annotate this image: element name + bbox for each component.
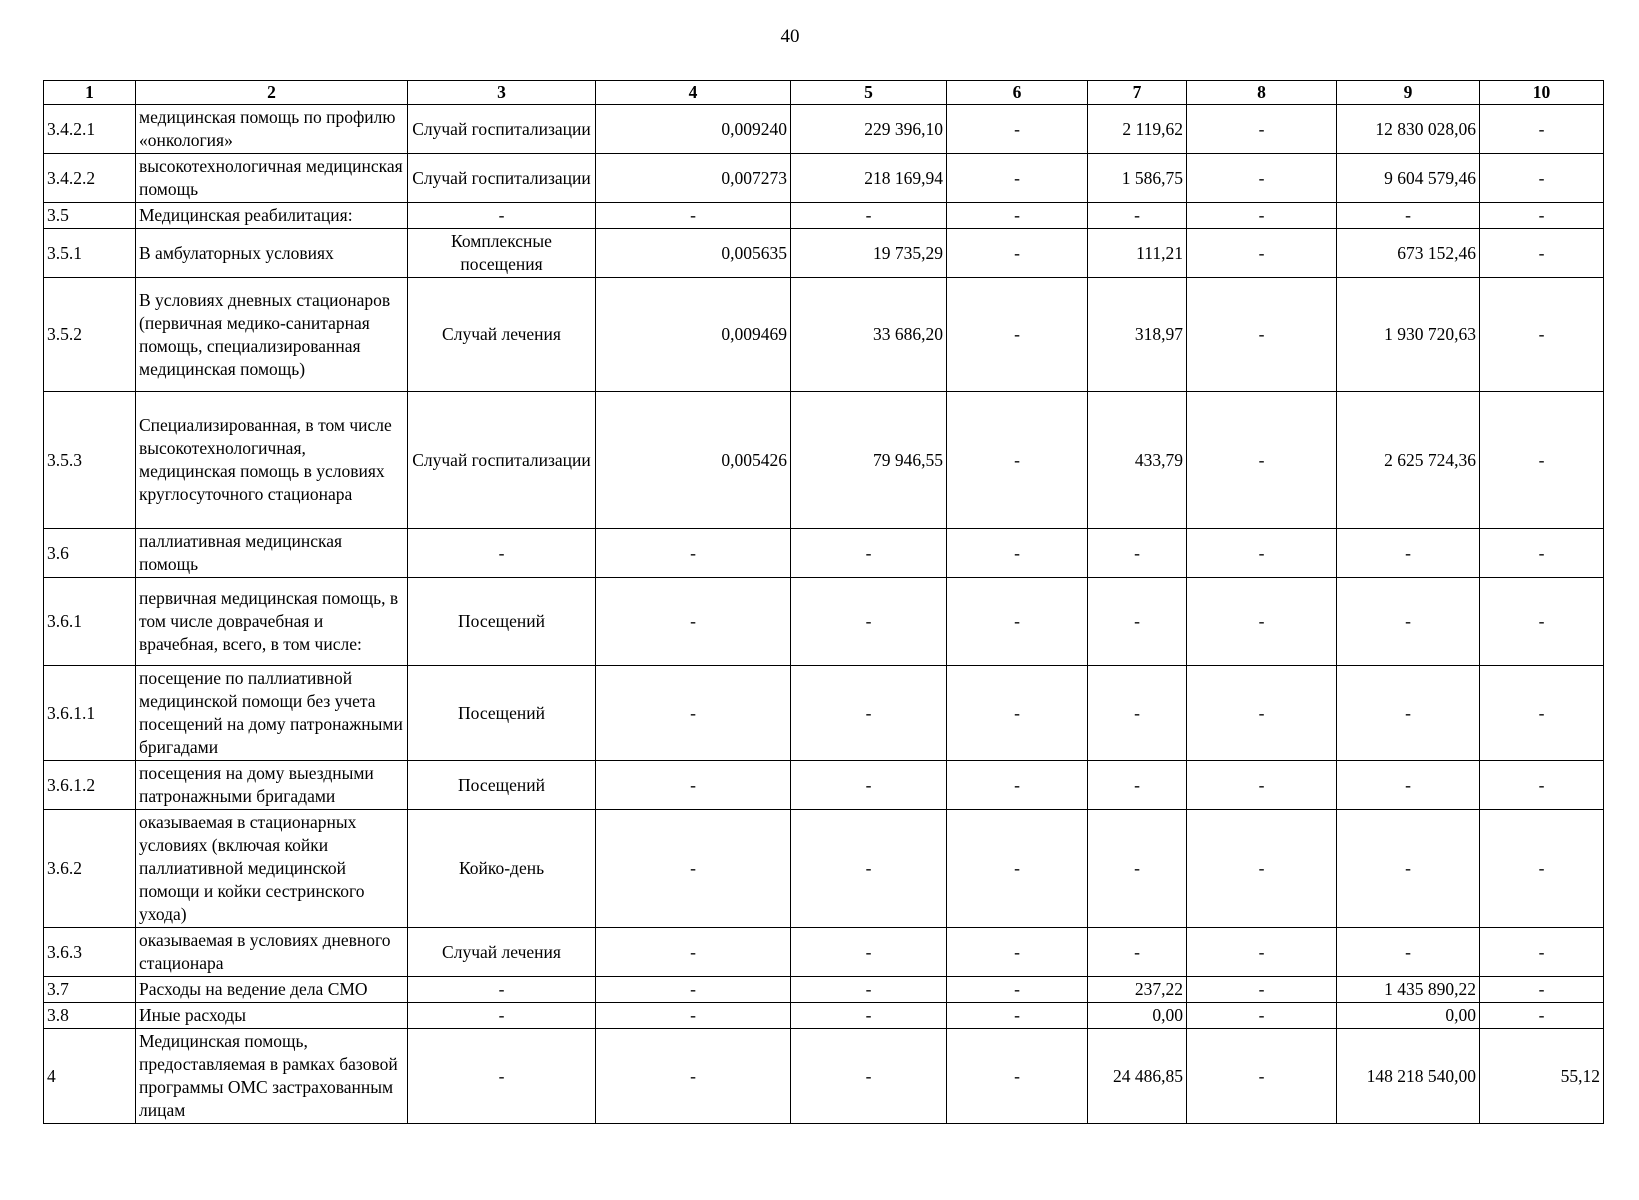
cell-col-6: -: [947, 105, 1088, 154]
cell-col-8: -: [1187, 977, 1337, 1003]
row-code: 3.5.2: [44, 278, 136, 392]
cell-col-7: 433,79: [1088, 392, 1187, 529]
col-header-1: 1: [44, 81, 136, 105]
table-row: [44, 1029, 1604, 1124]
row-code: 3.6.1: [44, 578, 136, 666]
row-name: высокотехнологичная медицинская помощь: [136, 154, 408, 203]
cell-col-8: -: [1187, 666, 1337, 761]
cell-col-6: -: [947, 810, 1088, 928]
cell-col-9: 12 830 028,06: [1337, 105, 1480, 154]
col-header-10: 10: [1480, 81, 1604, 105]
cell-col-4: -: [596, 666, 791, 761]
cell-col-6: -: [947, 154, 1088, 203]
row-name: первичная медицинская помощь, в том числе доврачебная и врачебная, всего, в том числе:: [136, 578, 408, 666]
cell-col-5: -: [791, 1029, 947, 1124]
cell-col-4: -: [596, 578, 791, 666]
cell-col-7: 237,22: [1088, 977, 1187, 1003]
cell-col-9: 1 435 890,22: [1337, 977, 1480, 1003]
cell-col-10: -: [1480, 529, 1604, 578]
table-row: [44, 229, 1604, 278]
row-unit: -: [408, 1029, 596, 1124]
table-body: [44, 105, 1604, 1124]
row-code: 4: [44, 1029, 136, 1124]
col-header-3: 3: [408, 81, 596, 105]
cell-col-10: -: [1480, 203, 1604, 229]
cell-col-4: 0,005635: [596, 229, 791, 278]
table-row: [44, 928, 1604, 977]
row-unit: Случай госпитализации: [408, 154, 596, 203]
table-row: [44, 666, 1604, 761]
cell-col-5: 218 169,94: [791, 154, 947, 203]
cell-col-7: 111,21: [1088, 229, 1187, 278]
cell-col-10: -: [1480, 278, 1604, 392]
cell-col-5: -: [791, 928, 947, 977]
data-table: [43, 80, 1604, 1124]
cell-col-7: -: [1088, 761, 1187, 810]
col-header-9: 9: [1337, 81, 1480, 105]
cell-col-5: 33 686,20: [791, 278, 947, 392]
row-code: 3.5.1: [44, 229, 136, 278]
cell-col-9: -: [1337, 666, 1480, 761]
cell-col-8: -: [1187, 278, 1337, 392]
cell-col-7: -: [1088, 529, 1187, 578]
cell-col-10: -: [1480, 229, 1604, 278]
row-unit: -: [408, 977, 596, 1003]
cell-col-5: -: [791, 977, 947, 1003]
cell-col-4: -: [596, 928, 791, 977]
cell-col-5: -: [791, 1003, 947, 1029]
cell-col-5: 229 396,10: [791, 105, 947, 154]
page-number: 40: [780, 26, 800, 47]
cell-col-10: -: [1480, 977, 1604, 1003]
col-header-5: 5: [791, 81, 947, 105]
row-name: оказываемая в условиях дневного стационара: [136, 928, 408, 977]
cell-col-5: 19 735,29: [791, 229, 947, 278]
cell-col-7: 0,00: [1088, 1003, 1187, 1029]
cell-col-8: -: [1187, 392, 1337, 529]
cell-col-6: -: [947, 392, 1088, 529]
row-unit: Посещений: [408, 666, 596, 761]
row-unit: Комплексные посещения: [408, 229, 596, 278]
table-row: [44, 392, 1604, 529]
cell-col-8: -: [1187, 529, 1337, 578]
cell-col-5: -: [791, 578, 947, 666]
row-unit: Случай лечения: [408, 928, 596, 977]
cell-col-4: 0,009240: [596, 105, 791, 154]
row-code: 3.6.3: [44, 928, 136, 977]
row-unit: -: [408, 529, 596, 578]
row-code: 3.5: [44, 203, 136, 229]
cell-col-10: -: [1480, 392, 1604, 529]
cell-col-6: -: [947, 977, 1088, 1003]
row-unit: -: [408, 203, 596, 229]
cell-col-4: -: [596, 203, 791, 229]
cell-col-7: -: [1088, 578, 1187, 666]
cell-col-7: -: [1088, 810, 1187, 928]
cell-col-9: 2 625 724,36: [1337, 392, 1480, 529]
cell-col-6: -: [947, 928, 1088, 977]
cell-col-6: -: [947, 1029, 1088, 1124]
row-name: оказываемая в стационарных условиях (включая койки паллиативной медицинской помощи и койки сестринского ухода): [136, 810, 408, 928]
cell-col-5: -: [791, 666, 947, 761]
cell-col-9: -: [1337, 529, 1480, 578]
row-code: 3.4.2.2: [44, 154, 136, 203]
cell-col-6: -: [947, 578, 1088, 666]
row-code: 3.6.1.1: [44, 666, 136, 761]
cell-col-7: 24 486,85: [1088, 1029, 1187, 1124]
row-code: 3.8: [44, 1003, 136, 1029]
cell-col-5: -: [791, 529, 947, 578]
cell-col-4: 0,005426: [596, 392, 791, 529]
row-name: паллиативная медицинская помощь: [136, 529, 408, 578]
row-code: 3.6.1.2: [44, 761, 136, 810]
col-header-8: 8: [1187, 81, 1337, 105]
row-unit: Случай госпитализации: [408, 105, 596, 154]
row-code: 3.4.2.1: [44, 105, 136, 154]
row-code: 3.6.2: [44, 810, 136, 928]
cell-col-9: 0,00: [1337, 1003, 1480, 1029]
col-header-7: 7: [1088, 81, 1187, 105]
table-header-row: [44, 81, 1604, 105]
row-name: В амбулаторных условиях: [136, 229, 408, 278]
row-name: Медицинская реабилитация:: [136, 203, 408, 229]
cell-col-7: -: [1088, 203, 1187, 229]
col-header-6: 6: [947, 81, 1088, 105]
cell-col-8: -: [1187, 578, 1337, 666]
cell-col-8: -: [1187, 154, 1337, 203]
cell-col-9: -: [1337, 203, 1480, 229]
cell-col-10: -: [1480, 1003, 1604, 1029]
table-row: [44, 278, 1604, 392]
cell-col-8: -: [1187, 1003, 1337, 1029]
cell-col-9: 148 218 540,00: [1337, 1029, 1480, 1124]
cell-col-7: -: [1088, 666, 1187, 761]
cell-col-9: -: [1337, 810, 1480, 928]
cell-col-9: 9 604 579,46: [1337, 154, 1480, 203]
cell-col-5: -: [791, 761, 947, 810]
cell-col-6: -: [947, 203, 1088, 229]
cell-col-6: -: [947, 229, 1088, 278]
cell-col-9: 1 930 720,63: [1337, 278, 1480, 392]
cell-col-9: -: [1337, 761, 1480, 810]
cell-col-9: -: [1337, 578, 1480, 666]
row-code: 3.7: [44, 977, 136, 1003]
cell-col-10: -: [1480, 154, 1604, 203]
cell-col-5: -: [791, 810, 947, 928]
cell-col-4: -: [596, 761, 791, 810]
cell-col-4: 0,007273: [596, 154, 791, 203]
cell-col-4: -: [596, 810, 791, 928]
cell-col-8: -: [1187, 810, 1337, 928]
cell-col-7: 2 119,62: [1088, 105, 1187, 154]
cell-col-8: -: [1187, 229, 1337, 278]
cell-col-4: 0,009469: [596, 278, 791, 392]
col-header-2: 2: [136, 81, 408, 105]
cell-col-10: -: [1480, 810, 1604, 928]
row-name: Медицинская помощь, предоставляемая в рамках базовой программы ОМС застрахованным лицам: [136, 1029, 408, 1124]
cell-col-10: -: [1480, 928, 1604, 977]
table-row: [44, 578, 1604, 666]
cell-col-4: -: [596, 977, 791, 1003]
row-name: посещение по паллиативной медицинской помощи без учета посещений на дому патронажными бригадами: [136, 666, 408, 761]
row-unit: Посещений: [408, 578, 596, 666]
cell-col-8: -: [1187, 761, 1337, 810]
row-name: медицинская помощь по профилю «онкология»: [136, 105, 408, 154]
row-name: Расходы на ведение дела СМО: [136, 977, 408, 1003]
cell-col-5: 79 946,55: [791, 392, 947, 529]
table-row: [44, 529, 1604, 578]
cell-col-10: -: [1480, 105, 1604, 154]
row-unit: -: [408, 1003, 596, 1029]
row-unit: Койко-день: [408, 810, 596, 928]
cell-col-6: -: [947, 1003, 1088, 1029]
cell-col-4: -: [596, 529, 791, 578]
cell-col-8: -: [1187, 105, 1337, 154]
cell-col-8: -: [1187, 928, 1337, 977]
table-row: [44, 1003, 1604, 1029]
cell-col-8: -: [1187, 1029, 1337, 1124]
cell-col-6: -: [947, 761, 1088, 810]
row-unit: Посещений: [408, 761, 596, 810]
row-name: посещения на дому выездными патронажными бригадами: [136, 761, 408, 810]
table-row: [44, 105, 1604, 154]
table-row: [44, 810, 1604, 928]
row-code: 3.6: [44, 529, 136, 578]
cell-col-4: -: [596, 1003, 791, 1029]
cell-col-5: -: [791, 203, 947, 229]
cell-col-9: 673 152,46: [1337, 229, 1480, 278]
cell-col-7: 318,97: [1088, 278, 1187, 392]
cell-col-4: -: [596, 1029, 791, 1124]
row-unit: Случай госпитализации: [408, 392, 596, 529]
table-row: [44, 977, 1604, 1003]
cell-col-10: -: [1480, 666, 1604, 761]
table-row: [44, 203, 1604, 229]
table-row: [44, 154, 1604, 203]
cell-col-10: 55,12: [1480, 1029, 1604, 1124]
cell-col-9: -: [1337, 928, 1480, 977]
cell-col-6: -: [947, 529, 1088, 578]
col-header-4: 4: [596, 81, 791, 105]
cell-col-8: -: [1187, 203, 1337, 229]
cell-col-6: -: [947, 278, 1088, 392]
cell-col-7: -: [1088, 928, 1187, 977]
table-row: [44, 761, 1604, 810]
row-name: Специализированная, в том числе высокотехнологичная, медицинская помощь в условиях круглосуточного стационара: [136, 392, 408, 529]
cell-col-10: -: [1480, 578, 1604, 666]
cell-col-10: -: [1480, 761, 1604, 810]
row-code: 3.5.3: [44, 392, 136, 529]
cell-col-6: -: [947, 666, 1088, 761]
row-name: В условиях дневных стационаров (первичная медико-санитарная помощь, специализированная медицинская помощь): [136, 278, 408, 392]
row-unit: Случай лечения: [408, 278, 596, 392]
row-name: Иные расходы: [136, 1003, 408, 1029]
cell-col-7: 1 586,75: [1088, 154, 1187, 203]
